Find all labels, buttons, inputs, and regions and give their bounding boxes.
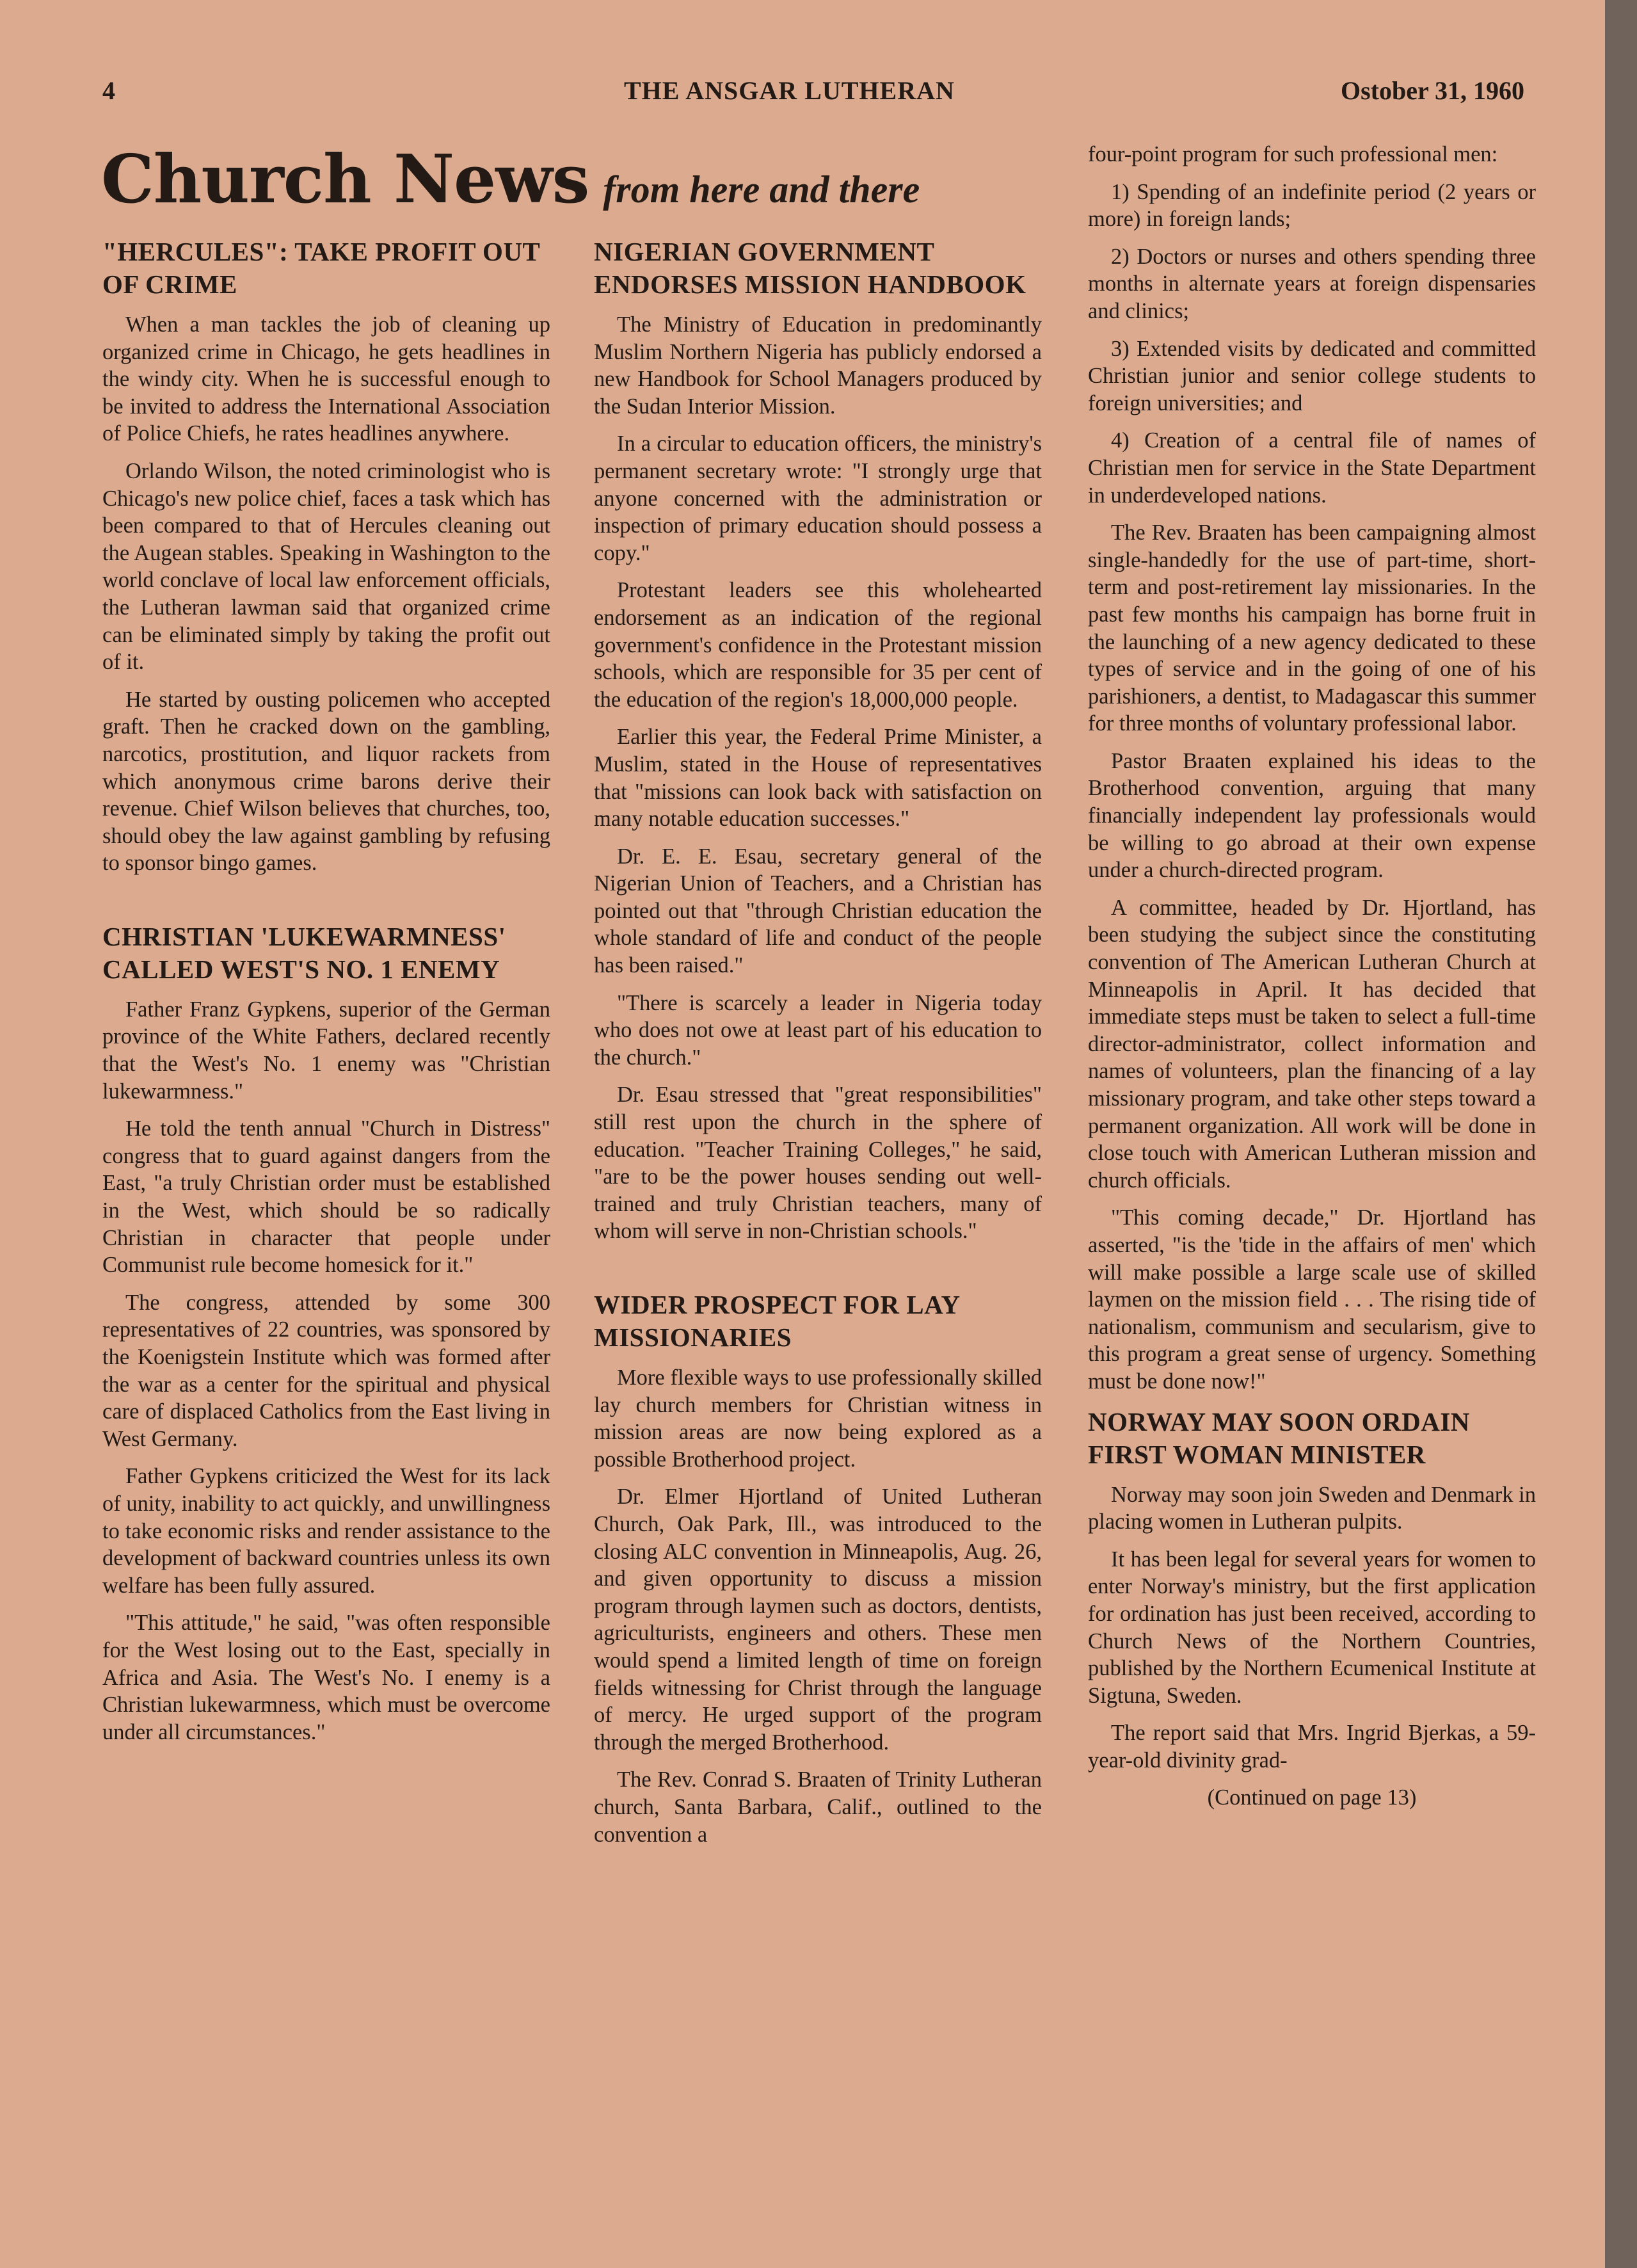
paragraph: 3) Extended visits by dedicated and committed Christian junior and senior college students to foreign universities; and	[1088, 336, 1536, 415]
paragraph: "This attitude," he said, "was often responsible for the West losing out to the East, specially in Africa and Asia. The West's No. I enemy is a Christian lukewarmness, which must be overcome under all circumstances."	[102, 1611, 550, 1744]
paragraph: "This coming decade," Dr. Hjortland has asserted, "is the 'tide in the affairs of men' which will make possible a large scale use of skilled laymen on the mission field . . . The rising tide of nationalism, communism and secularism, give to this program a great sense of urgency. Something must be done now!"	[1088, 1205, 1536, 1394]
headline: "HERCULES": TAKE PROFIT OUT OF CRIME	[102, 237, 540, 299]
column-3	[1088, 141, 1536, 1822]
paragraph: The report said that Mrs. Ingrid Bjerkas, a 59-year-old divinity grad-	[1088, 1721, 1536, 1773]
paragraph: Father Gypkens criticized the West for its lack of unity, inability to act quickly, and unwillingness to take economic risks and render assistance to the development of backward countries unless its own welfare has been fully assured.	[102, 1464, 550, 1598]
article-hercules	[102, 236, 550, 877]
article-lukewarmness	[102, 921, 550, 1746]
paragraph: Orlando Wilson, the noted criminologist who is Chicago's new police chief, faces a task which has been compared to that of Hercules cleaning out the Augean stables. Speaking in Washington to the world conclave of local law enforcement officials, the Lutheran lawman said that organized crime can be eliminated simply by taking the profit out of it.	[102, 458, 550, 675]
paragraph: When a man tackles the job of cleaning up organized crime in Chicago, he gets headlines in the windy city. When he is successful enough to be invited to address the International Association of Police Chiefs, he rates headlines anywhere.	[102, 312, 550, 446]
paragraph: Earlier this year, the Federal Prime Minister, a Muslim, stated in the House of representatives that "missions can look back with satisfaction on many notable education successes."	[594, 725, 1042, 832]
headline: WIDER PROSPECT FOR LAY MISSIONARIES	[594, 1290, 960, 1352]
page-edge-shadow	[1605, 0, 1637, 2268]
paragraph: A committee, headed by Dr. Hjortland, has been studying the subject since the constituting convention of The American Lutheran Church at Minneapolis in April. It has decided that immediate steps must be taken to select a full-time director-administrator, collect information and names of volunteers, plan the financing of a lay missionary program, and take other steps toward a permanent organization. All work will be done in close touch with American Lutheran mission and church officials.	[1088, 895, 1536, 1193]
paragraph: The Rev. Conrad S. Braaten of Trinity Lutheran church, Santa Barbara, Calif., outlined to the convention a	[594, 1767, 1042, 1847]
paragraph: Protestant leaders see this wholehearted endorsement as an indication of the regional government's confidence in the Protestant mission schools, which are responsible for 35 per cent of the education of the region's 18,000,000 people.	[594, 578, 1042, 712]
paragraph: 2) Doctors or nurses and others spending three months in alternate years at foreign dispensaries and clinics;	[1088, 244, 1536, 323]
headline: NORWAY MAY SOON ORDAIN FIRST WOMAN MINISTER	[1088, 1406, 1470, 1469]
paragraph: He told the tenth annual "Church in Distress" congress that to guard against dangers from the East, "a truly Christian order must be established in the West, which should be so radically Christian in character that people under Communist rule become homesick for it."	[102, 1116, 550, 1278]
publication-title: THE ANSGAR LUTHERAN	[624, 76, 955, 105]
article-norway-woman-minister	[1088, 1406, 1536, 1812]
column-1	[102, 236, 550, 1756]
paragraph: The Rev. Braaten has been campaigning almost single-handedly for the use of part-time, short-term and post-retirement lay missionaries. In the past few months his campaign has borne fruit in the launching of a new agency dedicated to these types of service and in the going of one of his parishioners, a dentist, to Madagascar this summer for three months of voluntary professional labor.	[1088, 520, 1536, 736]
continued-note: (Continued on page 13)	[1207, 1785, 1417, 1810]
paragraph: Dr. Esau stressed that "great responsibilities" still rest upon the church in the sphere of education. "Teacher Training Colleges," he said, "are to be the power houses sending out well-trained and truly Christian teachers, many of whom will serve in non-Christian schools."	[594, 1082, 1042, 1244]
paragraph: Father Franz Gypkens, superior of the German province of the White Fathers, declared recently that the West's No. 1 enemy was "Christian lukewarmness."	[102, 997, 550, 1104]
masthead-subtitle: from here and there	[603, 168, 920, 211]
headline: NIGERIAN GOVERNMENT ENDORSES MISSION HANDBOOK	[594, 237, 1026, 299]
paragraph: Pastor Braaten explained his ideas to the Brotherhood convention, arguing that many financially independent lay professionals would be willing to go abroad at their own expense under a church-directed program.	[1088, 748, 1536, 883]
paragraph: 4) Creation of a central file of names of Christian men for service in the State Department in underdeveloped nations.	[1088, 428, 1536, 508]
paragraph: The Ministry of Education in predominantly Muslim Northern Nigeria has publicly endorsed a new Handbook for School Managers produced by the Sudan Interior Mission.	[594, 312, 1042, 419]
headline: CHRISTIAN 'LUKEWARMNESS' CALLED WEST'S NO. 1 ENEMY	[102, 921, 506, 984]
paragraph: Dr. E. E. Esau, secretary general of the Nigerian Union of Teachers, and a Christian has pointed out that "through Christian education the whole standard of life and conduct of the people has been raised."	[594, 844, 1042, 978]
paragraph: More flexible ways to use professionally skilled lay church members for Christian witness in mission areas are now being explored as a possible Brotherhood project.	[594, 1365, 1042, 1472]
article-lay-missionaries	[594, 1289, 1042, 1848]
paragraph: Norway may soon join Sweden and Denmark in placing women in Lutheran pulpits.	[1088, 1482, 1536, 1534]
paragraph: He started by ousting policemen who accepted graft. Then he cracked down on the gambling, narcotics, prostitution, and liquor rackets from which anonymous crime barons derive their revenue. Chief Wilson believes that churches, too, should obey the law against gambling by refusing to sponsor bingo games.	[102, 687, 550, 876]
masthead-title: Church News	[101, 140, 589, 218]
paragraph: The congress, attended by some 300 representatives of 22 countries, was sponsored by the Koenigstein Institute which was formed after the war as a center for the spiritual and physical care of displaced Catholics from the East living in West Germany.	[102, 1290, 550, 1451]
section-masthead	[101, 140, 920, 218]
paragraph: It has been legal for several years for women to enter Norway's ministry, but the first application for ordination has just been received, according to Church News of the Northern Countries, published by the Northern Ecumenical Institute at Sigtuna, Sweden.	[1088, 1547, 1536, 1708]
article-lay-missionaries-continued	[1088, 141, 1536, 1395]
paragraph: "There is scarcely a leader in Nigeria today who does not owe at least part of his education to the church."	[594, 990, 1042, 1070]
issue-date: Ostober 31, 1960	[1341, 76, 1525, 105]
paragraph: 1) Spending of an indefinite period (2 years or more) in foreign lands;	[1088, 179, 1536, 232]
article-nigerian-handbook	[594, 236, 1042, 1245]
paragraph: In a circular to education officers, the ministry's permanent secretary wrote: "I strongly urge that anyone concerned with the administration or inspection of primary education should possess a copy."	[594, 431, 1042, 565]
page-number: 4	[102, 76, 115, 105]
paragraph: four-point program for such professional men:	[1088, 142, 1498, 166]
paragraph: Dr. Elmer Hjortland of United Lutheran Church, Oak Park, Ill., was introduced to the closing ALC convention in Minneapolis, Aug. 26, and given opportunity to discuss a mission program through laymen such as doctors, dentists, agriculturists, engineers and others. These men would spend a limited length of time on foreign fields witnessing for Christ through the language of mercy. He urged support of the program through the merged Brotherhood.	[594, 1484, 1042, 1755]
column-2	[594, 236, 1042, 1858]
